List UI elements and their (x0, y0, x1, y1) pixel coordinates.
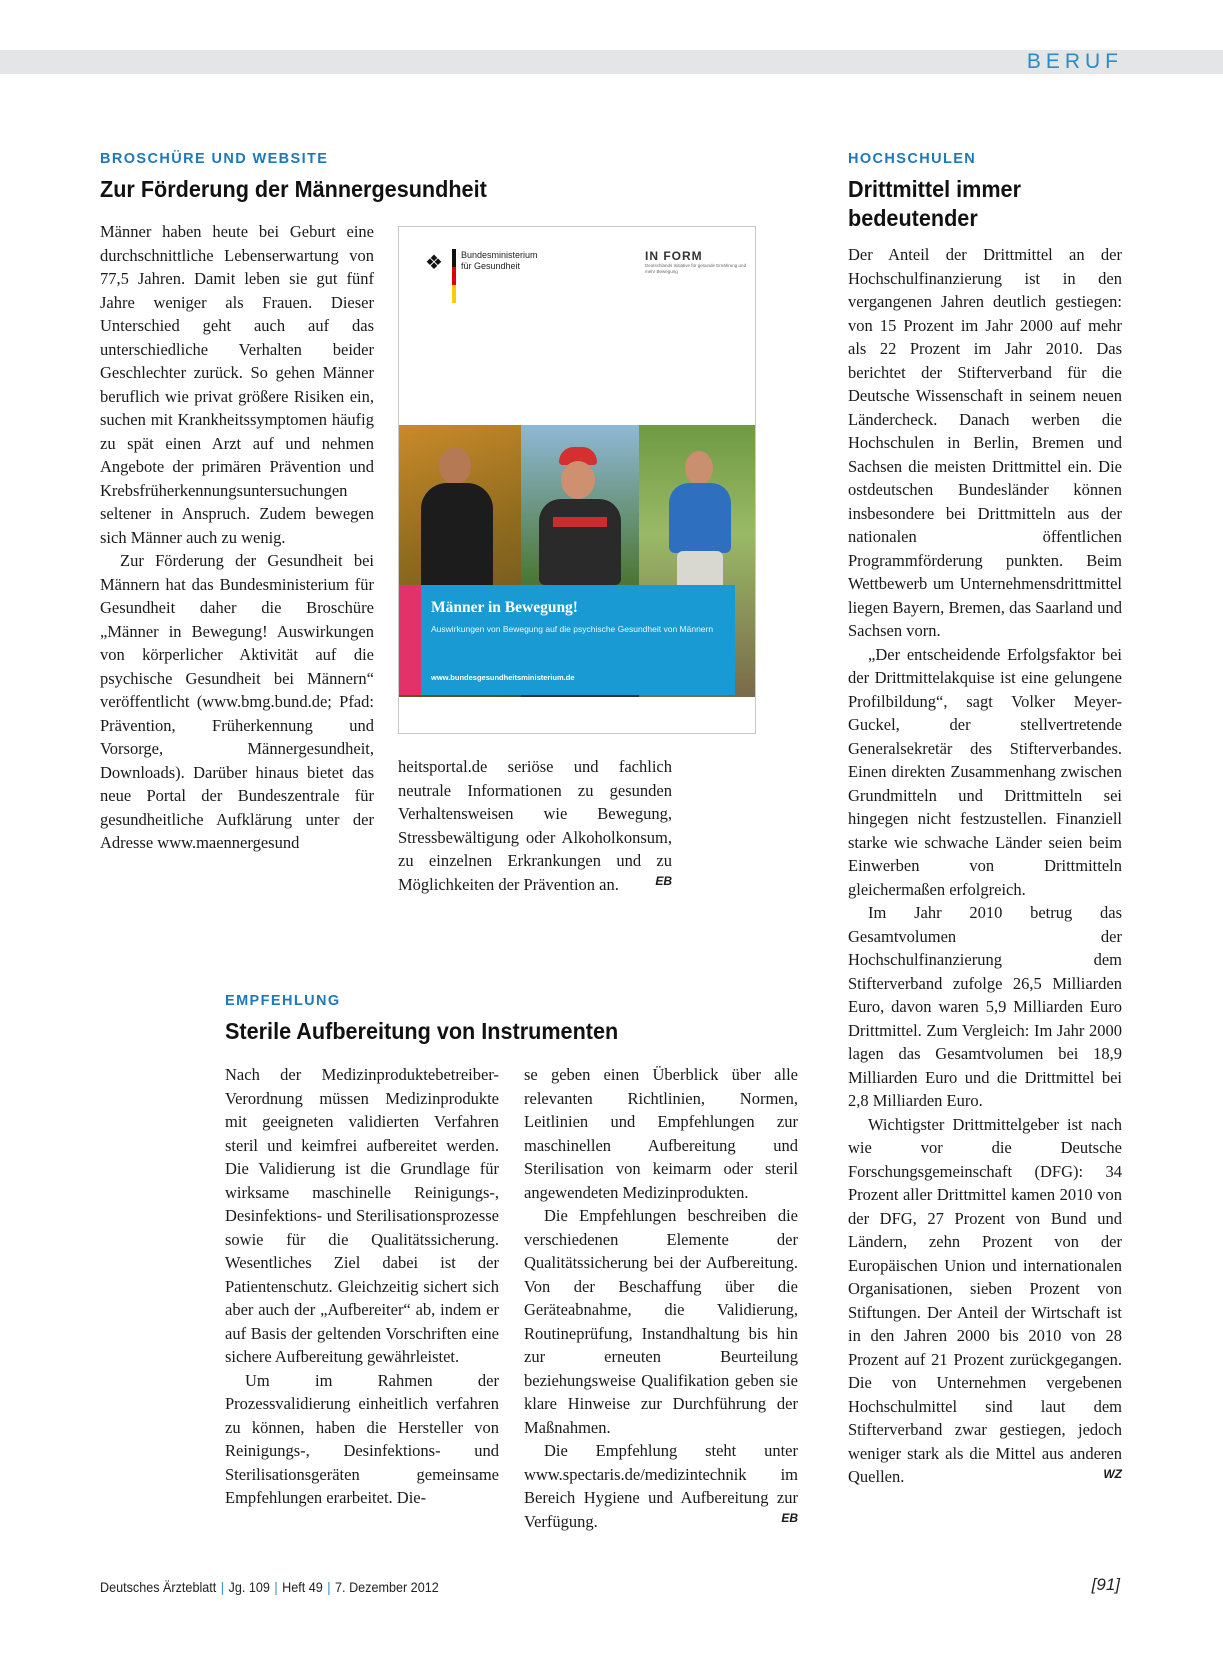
article2-column-1 (225, 1063, 499, 1510)
german-flag-stripe (452, 249, 456, 303)
page-number: [91] (1091, 1575, 1120, 1594)
ministry-logo-text: Bundesministerium für Gesundheit (461, 250, 538, 271)
article1-column-2 (398, 755, 672, 894)
journal-volume: Jg. 109 (228, 1579, 270, 1595)
federal-eagle-icon: ❖ (425, 252, 443, 274)
inform-logo-subtitle: Deutschlands Initiative für gesunde Ernährung und mehr Bewegung (645, 263, 747, 274)
article3-column (848, 243, 1122, 1486)
article1-title: Zur Förderung der Männergesundheit (100, 176, 487, 202)
article2-column-2 (524, 1063, 798, 1531)
section-label: BERUF (1026, 50, 1123, 73)
brochure-url: www.bundesgesundheitsministerium.de (431, 673, 575, 682)
article2-kicker: EMPFEHLUNG (225, 993, 341, 1009)
brochure-title: Männer in Bewegung! (431, 599, 578, 616)
article1-paragraph: Zur Förderung der Gesundheit bei Männern hat das Bundesministerium für Gesundheit daher die Broschüre „Männer in Bewegung! Auswirkungen von körperlicher Aktivität auf die psychische Gesundheit bei Männern“ veröffentlicht (www.bmg.bund.de; Pfad: Prävention, Früherkennung und Vorsorge, Männergesundheit, Downloads). Darüber hinaus bietet das neue Portal der Bundeszentrale für gesundheitliche Aufklärung unter der Adresse www.maennergesund (100, 551, 374, 852)
journal-issue: Heft 49 (282, 1579, 323, 1595)
article3-paragraph: „Der entscheidende Erfolgsfaktor bei der Drittmittelakquise ist eine gelungene Profilbildung“, sagt Volker Meyer-Guckel, der stellvertretende Generalsekretär des Stifterverbandes. Einen direkten Zusammenhang zwischen Grundmitteln und Drittmitteln sei hingegen nicht festzustellen. Finanziell starke wie schwache Länder seien beim Einwerben von Drittmitteln gleichermaßen erfolgreich. (848, 644, 1122, 899)
article3-paragraph: Wichtigster Drittmittelgeber ist nach wie vor die Deutsche Forschungsgemeinschaft (DFG): 34 Prozent aller Drittmittel kamen 2010 von der DFG, 27 Prozent von Bund und Ländern, zehn Prozent von der Europäischen Union und internationalen Organisationen, sieben Prozent von Stiftungen. Der Anteil der Wirtschaft ist in den Jahren 2000 bis 2010 von 28 Prozent auf 21 Prozent zurückgegangen. Die von Unternehmen vergebenen Hochschulmittel sind laut dem Stifterverband zwar gestiegen, jedoch weniger stark als die Mittel aus anderen Quellen. (848, 1114, 1122, 1486)
article2-paragraph: Nach der Medizinproduktebetreiber-Verordnung müssen Medizinprodukte mit geeigneten validierten Verfahren steril und keimfrei aufbereitet werden. Die Validierung ist die Grundlage für wirksame maschinelle Reinigungs-, Desinfektions- und Sterilisationsprozesse sowie für die Qualitätssicherung. Wesentliches Ziel dabei ist der Patientenschutz. Gleichzeitig sichert sich aber auch der „Aufbereiter“ ab, indem er auf Basis der geltenden Vorschriften eine sichere Aufbereitung gewährleistet. (225, 1065, 499, 1366)
article2-paragraph: Die Empfehlungen beschreiben die verschiedenen Elemente der Qualitätssicherung bei der Aufbereitung. Von der Beschaffung über die Geräteabnahme, die Validierung, Routineprüfung, Instandhaltung bis hin zur erneuten Beurteilung beziehungsweise Qualifikation geben sie klare Hinweise zur Durchführung der Maßnahmen. (524, 1206, 798, 1437)
article3-paragraph: Der Anteil der Drittmittel an der Hochschulfinanzierung ist in den vergangenen Jahren deutlich gestiegen: von 15 Prozent im Jahr 2000 auf mehr als 22 Prozent im Jahr 2010. Das berichtet der Stifterverband für die Deutsche Wissenschaft in seinem neuen Ländercheck. Danach werben die Hochschulen in Berlin, Bremen und Sachsen die meisten Drittmittel ein. Die ostdeutschen Bundesländer können insbesondere bei Drittmitteln aus der nationalen öffentlichen Programmförderung punkten. Beim Wettbewerb um Unternehmensdrittmittel liegen Bayern, Bremen, das Saarland und Sachsen vorn. (848, 245, 1122, 640)
journal-name: Deutsches Ärzteblatt (100, 1579, 217, 1595)
brochure-subtitle: Auswirkungen von Bewegung auf die psychische Gesundheit von Männern (431, 624, 714, 634)
article2-title: Sterile Aufbereitung von Instrumenten (225, 1018, 619, 1044)
article1-signature: EB (655, 874, 672, 888)
article3-kicker: HOCHSCHULEN (848, 151, 977, 167)
article2-paragraph: Die Empfehlung steht unter www.spectaris.de/medizintechnik im Bereich Hygiene und Aufbereitung zur Verfügung. (524, 1441, 798, 1531)
article2-paragraph: se geben einen Überblick über alle relevanten Richtlinien, Normen, Leitlinien und Empfehlungen zur maschinellen Aufbereitung und Sterilisation von keimarm oder steril angewendeten Medizinprodukten. (524, 1065, 798, 1202)
article3-title: Drittmittel immer bedeutender (848, 176, 1022, 231)
inform-logo: IN FORM (645, 249, 703, 263)
article1-paragraph: Männer haben heute bei Geburt eine durchschnittliche Lebenserwartung von 77,5 Jahren. Damit leben sie gut fünf Jahre weniger als Frauen. Dieser Unterschied geht auch auf das unterschiedliche Verhalten beider Geschlechter zurück. So gehen Männer beruflich wie privat größere Risiken ein, suchen mit Krankheitssymptomen häufig zu spät einen Arzt auf und nehmen Angebote der primären Prävention und Krebsfrüherkennungsuntersuchungen seltener in Anspruch. Zudem bewegen sich Männer auch zu wenig. (100, 222, 374, 547)
article3-signature: WZ (1103, 1466, 1122, 1481)
brochure-header (399, 227, 755, 425)
article3-paragraph: Im Jahr 2010 betrug das Gesamtvolumen der Hochschulfinanzierung dem Stifterverband zufolge 26,5 Milliarden Euro, davon waren 5,9 Milliarden Euro Drittmittel. Zum Vergleich: Im Jahr 2000 lagen das Gesamtvolumen bei 18,9 Milliarden Euro und die Drittmittel bei 2,8 Milliarden Euro. (848, 903, 1122, 1110)
page-footer: Deutsches Ärzteblatt | Jg. 109 | Heft 49 | 7. Dezember 2012 (100, 1579, 439, 1595)
brochure-accent-strip (399, 585, 421, 695)
issue-date: 7. Dezember 2012 (335, 1579, 439, 1595)
article1-kicker: BROSCHÜRE UND WEBSITE (100, 151, 329, 167)
article2-signature: EB (781, 1511, 798, 1525)
article1-column-1 (100, 220, 374, 855)
brochure-cover-image (398, 226, 756, 734)
article1-paragraph: heitsportal.de seriöse und fachlich neutrale Informationen zu gesunden Verhaltensweisen wie Bewegung, Stressbewältigung oder Alkoholkonsum, zu einzelnen Erkrankungen und zu Möglichkeiten der Prävention an. (398, 757, 672, 894)
article2-paragraph: Um im Rahmen der Prozessvalidierung einheitlich verfahren zu können, haben die Hersteller von Reinigungs-, Desinfektions- und Sterilisationsgeräten gemeinsame Empfehlungen erarbeitet. Die- (225, 1370, 499, 1507)
